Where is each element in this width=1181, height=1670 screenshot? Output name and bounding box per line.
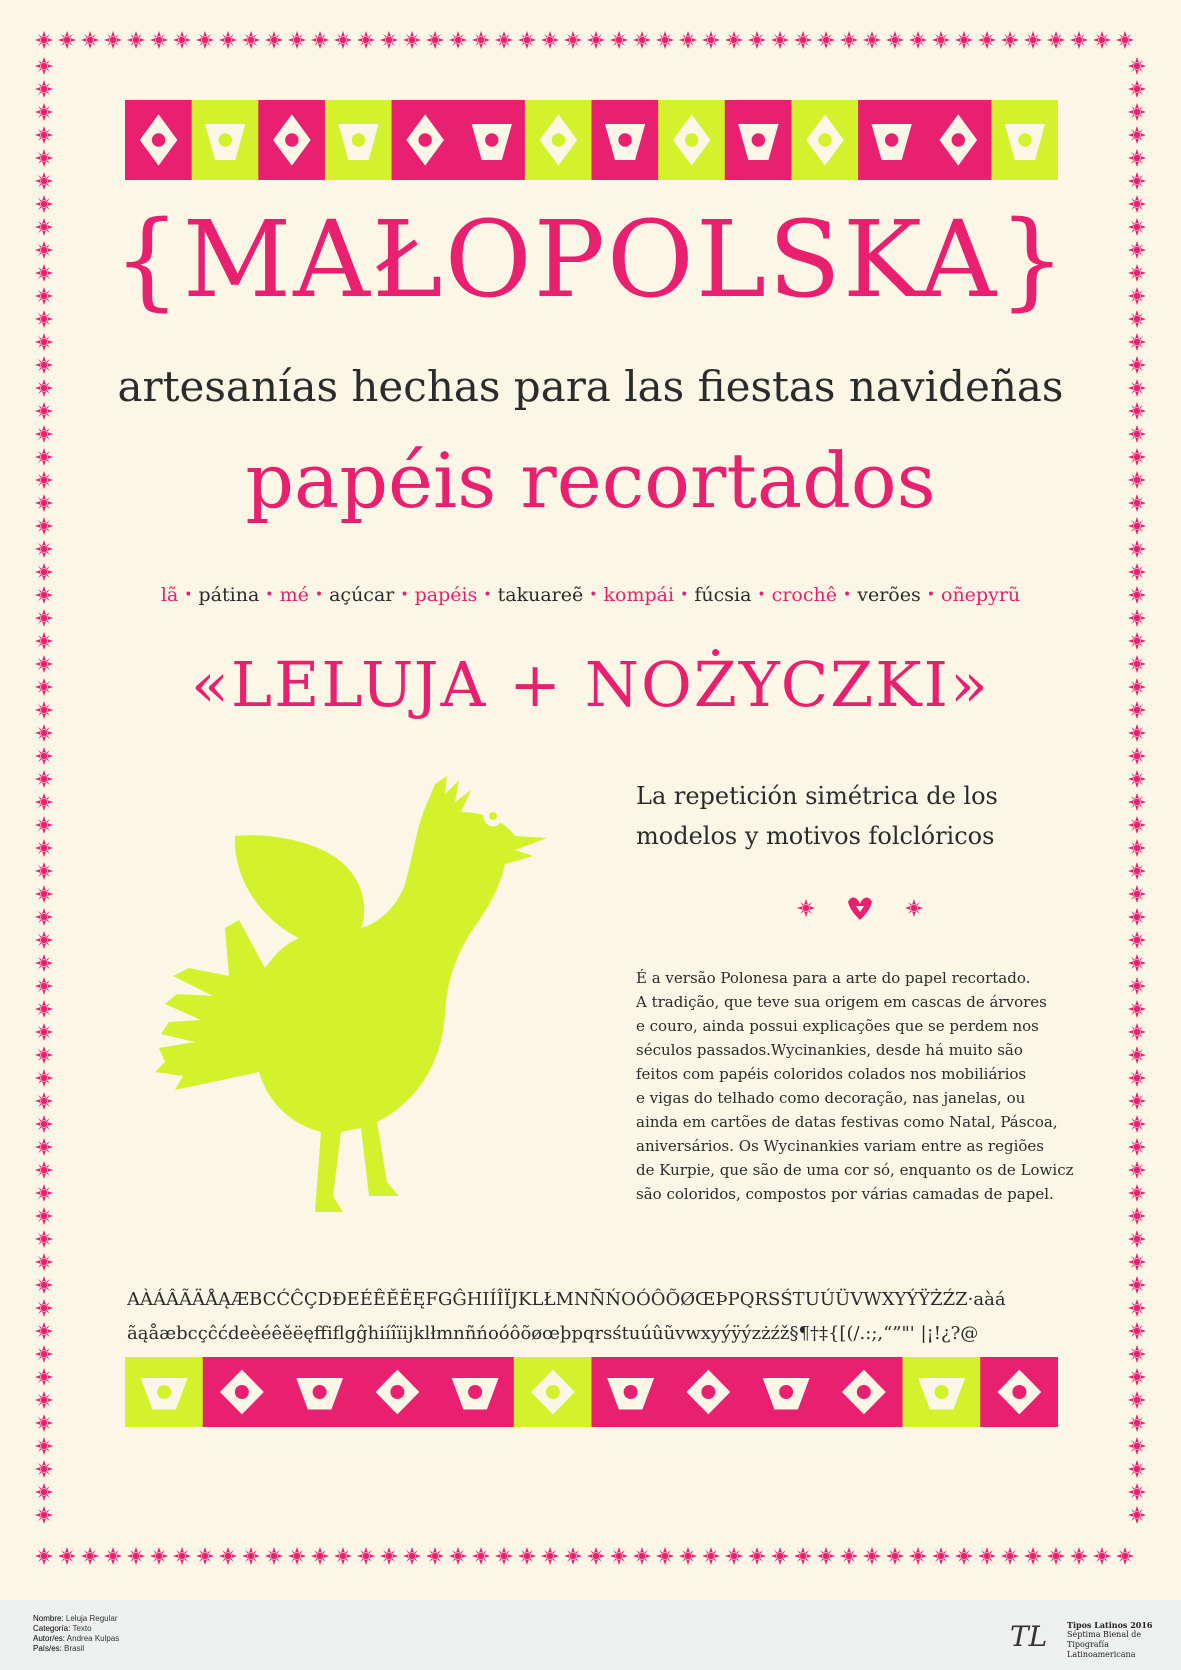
border-flower [35, 747, 53, 765]
border-flower [127, 1547, 145, 1565]
sample-words [0, 584, 1181, 606]
border-flower [81, 1547, 99, 1565]
border-flower [35, 1184, 53, 1202]
border-flower [564, 31, 582, 49]
paper-cut-tile [991, 100, 1058, 180]
sample-word: kompái [603, 584, 675, 606]
border-flower [449, 1547, 467, 1565]
border-flower [35, 1230, 53, 1248]
border-flower [748, 1547, 766, 1565]
border-flower [1128, 1506, 1146, 1524]
border-flower [1128, 333, 1146, 351]
border-flower [35, 333, 53, 351]
paper-cut-tile [592, 100, 659, 180]
word-separator: • [483, 587, 492, 603]
border-flower [58, 31, 76, 49]
bottom-ornament-band [125, 1352, 1058, 1432]
paper-cut-tile [825, 1357, 903, 1427]
sample-word: mé [279, 584, 309, 606]
border-flower [35, 1299, 53, 1317]
border-flower [978, 1547, 996, 1565]
word-separator: • [314, 587, 324, 603]
word-separator: • [842, 587, 852, 603]
border-flower [219, 1547, 237, 1565]
border-flower [1093, 31, 1111, 49]
border-flower [58, 1547, 76, 1565]
paper-cut-tile [125, 100, 192, 180]
border-flower [35, 80, 53, 98]
border-flower [518, 31, 536, 49]
word-separator: • [757, 587, 766, 603]
description-line: e couro, ainda possui explicações que se perdem nos [636, 1017, 1039, 1035]
metadata-value: Texto [72, 1624, 92, 1633]
footer-bar [0, 1600, 1181, 1670]
border-flower [35, 149, 53, 167]
border-flower [242, 1547, 260, 1565]
border-flower [35, 1437, 53, 1455]
border-flower [932, 1547, 950, 1565]
border-flower [495, 1547, 513, 1565]
border-flower [1128, 1253, 1146, 1271]
paper-cut-tile [514, 1357, 592, 1427]
paper-cut-tile [925, 100, 992, 180]
border-flower [1128, 770, 1146, 788]
event-title: Tipos Latinos 2016 [1067, 1620, 1153, 1630]
description-line: e vigas do telhado como decoração, nas janelas, ou [636, 1089, 1026, 1107]
paper-cut-tile [125, 1357, 203, 1427]
border-flower [587, 31, 605, 49]
sample-word: fúcsia [694, 584, 752, 606]
border-flower [1128, 1391, 1146, 1409]
paper-cut-tile [203, 1357, 281, 1427]
border-flower [35, 1483, 53, 1501]
border-flower [35, 103, 53, 121]
border-flower [35, 1115, 53, 1133]
border-flower [1128, 931, 1146, 949]
bird-illustration [155, 772, 595, 1212]
paper-cut-tile [747, 1357, 825, 1427]
border-flower [955, 31, 973, 49]
border-flower [1001, 1547, 1019, 1565]
sample-word: takuareẽ [497, 584, 584, 606]
border-flower [1128, 1161, 1146, 1179]
paper-cut-tile [192, 100, 259, 180]
border-flower [1128, 1138, 1146, 1156]
border-flower [35, 1345, 53, 1363]
border-flower [1128, 1207, 1146, 1225]
border-flower [35, 1069, 53, 1087]
border-flower [242, 31, 260, 49]
paper-cut-tile [281, 1357, 359, 1427]
border-flower [472, 31, 490, 49]
event-line: Séptima Bienal de Tipografía [1067, 1630, 1142, 1649]
border-flower [1128, 1345, 1146, 1363]
paper-cut-tile [725, 100, 792, 180]
border-flower [1128, 1414, 1146, 1432]
metadata-value: Brasil [64, 1644, 85, 1653]
border-flower [35, 172, 53, 190]
paper-cut-tile [392, 100, 459, 180]
poster-headline: papéis recortados [245, 436, 936, 525]
border-flower [357, 31, 375, 49]
border-flower [1128, 1115, 1146, 1133]
border-flower [35, 1253, 53, 1271]
border-flower [35, 126, 53, 144]
border-flower [81, 31, 99, 49]
border-flower [403, 31, 421, 49]
paper-cut-tile [325, 100, 392, 180]
border-flower [633, 31, 651, 49]
border-flower [1128, 1483, 1146, 1501]
border-flower [1128, 1184, 1146, 1202]
border-flower [1128, 1460, 1146, 1478]
border-flower [1128, 57, 1146, 75]
sample-word: verões [857, 584, 921, 606]
border-flower [886, 1547, 904, 1565]
description-line: séculos passados.Wycinankies, desde há muito são [636, 1041, 1023, 1059]
border-flower [725, 1547, 743, 1565]
metadata-row [33, 1634, 119, 1644]
border-flower [610, 1547, 628, 1565]
border-flower [518, 1547, 536, 1565]
border-flower [1128, 609, 1146, 627]
border-flower [35, 1092, 53, 1110]
border-flower [1128, 563, 1146, 581]
border-flower [863, 31, 881, 49]
sample-word: papéis [414, 584, 478, 606]
border-flower [1116, 31, 1134, 49]
border-flower [725, 31, 743, 49]
border-flower [1128, 839, 1146, 857]
border-flower [265, 1547, 283, 1565]
border-flower [1128, 1069, 1146, 1087]
border-flower [1070, 1547, 1088, 1565]
border-flower [1128, 540, 1146, 558]
border-flower [541, 31, 559, 49]
border-flower [35, 1207, 53, 1225]
description-line: são coloridos, compostos por várias camadas de papel. [636, 1185, 1054, 1203]
border-flower [35, 977, 53, 995]
border-flower [909, 1547, 927, 1565]
border-flower [1128, 862, 1146, 880]
tipos-latinos-logo: TL [1010, 1620, 1048, 1653]
border-flower [35, 1276, 53, 1294]
paper-cut-tile [791, 100, 858, 180]
border-flower [1128, 908, 1146, 926]
border-flower [426, 31, 444, 49]
border-flower [840, 1547, 858, 1565]
border-flower [748, 31, 766, 49]
metadata-row [33, 1614, 119, 1624]
border-flower [1093, 1547, 1111, 1565]
border-flower [150, 31, 168, 49]
border-flower [1128, 1046, 1146, 1064]
font-name-banner: «LELUJA + NOŻYCZKI» [191, 648, 990, 721]
border-flower [1128, 816, 1146, 834]
border-flower [1047, 31, 1065, 49]
word-separator: • [400, 587, 409, 603]
description-line: feitos com papéis coloridos colados nos mobiliários [636, 1065, 1027, 1083]
border-flower [35, 816, 53, 834]
border-flower [1128, 103, 1146, 121]
border-flower [35, 885, 53, 903]
sample-word: pátina [198, 584, 260, 606]
border-flower [35, 57, 53, 75]
paper-cut-tile [669, 1357, 747, 1427]
border-flower [311, 31, 329, 49]
border-flower [334, 31, 352, 49]
paper-cut-tile [980, 1357, 1058, 1427]
border-flower [1070, 31, 1088, 49]
border-flower [311, 1547, 329, 1565]
paper-cut-tile [525, 100, 592, 180]
border-flower [817, 1547, 835, 1565]
word-separator: • [589, 587, 598, 603]
border-flower [334, 1547, 352, 1565]
border-flower [1128, 747, 1146, 765]
border-flower [35, 1161, 53, 1179]
border-flower [817, 31, 835, 49]
border-flower [587, 1547, 605, 1565]
border-flower [35, 1322, 53, 1340]
border-flower [35, 908, 53, 926]
border-flower [35, 770, 53, 788]
border-flower [35, 1138, 53, 1156]
border-flower [35, 1460, 53, 1478]
border-flower [380, 31, 398, 49]
metadata-label: Nombre: [33, 1614, 66, 1623]
metadata-value: Leluja Regular [65, 1614, 118, 1623]
border-flower [633, 1547, 651, 1565]
metadata-label: Autor/es: [33, 1634, 67, 1643]
border-flower [35, 1023, 53, 1041]
border-flower [173, 1547, 191, 1565]
border-flower [1116, 1547, 1134, 1565]
border-flower [656, 1547, 674, 1565]
metadata-label: Categoría: [33, 1624, 73, 1633]
description-line: ainda em cartões de datas festivas como Natal, Páscoa, [636, 1113, 1058, 1131]
paper-cut-tile [258, 100, 325, 180]
border-flower [679, 1547, 697, 1565]
border-flower [35, 1414, 53, 1432]
border-flower [150, 1547, 168, 1565]
border-flower [127, 31, 145, 49]
border-flower [840, 31, 858, 49]
border-flower [1128, 172, 1146, 190]
border-flower [35, 862, 53, 880]
border-flower [564, 1547, 582, 1565]
border-flower [35, 1046, 53, 1064]
word-separator: • [680, 587, 689, 603]
poster-subtitle: artesanías hechas para las fiestas navideñas [117, 362, 1064, 411]
border-flower [357, 1547, 375, 1565]
description-line: É a versão Polonesa para a arte do papel recortado. [636, 969, 1031, 987]
border-flower [679, 31, 697, 49]
border-flower [932, 31, 950, 49]
border-flower [288, 31, 306, 49]
border-flower [955, 1547, 973, 1565]
border-flower [1128, 793, 1146, 811]
border-flower [1001, 31, 1019, 49]
metadata-value: Andrea Kulpas [66, 1634, 120, 1643]
border-flower [1128, 1299, 1146, 1317]
border-flower [656, 31, 674, 49]
paper-cut-tile [903, 1357, 981, 1427]
border-flower [219, 31, 237, 49]
description-line: aniversários. Os Wycinankies variam entre as regiões [636, 1137, 1044, 1155]
paper-cut-tile [358, 1357, 436, 1427]
border-flower [196, 31, 214, 49]
border-flower [702, 1547, 720, 1565]
border-flower [35, 540, 53, 558]
border-flower [610, 31, 628, 49]
border-flower [794, 1547, 812, 1565]
border-flower [173, 31, 191, 49]
sample-word: lã [160, 584, 179, 606]
border-flower [196, 1547, 214, 1565]
border-flower [35, 954, 53, 972]
top-ornament-band [125, 100, 1058, 180]
border-flower [35, 31, 53, 49]
border-flower [1128, 885, 1146, 903]
border-flower [1128, 1368, 1146, 1386]
charset-line: ãąåæbcçĉćdeèéêěëęffiflgĝhiíîïijklłmnñńoóôõøœþpqrsśtuúûũvwxyýÿýzżźž§¶†‡{[(/.:;,“”"' |¡!¿?@ [127, 1323, 979, 1344]
border-flower [380, 1547, 398, 1565]
description-line: de Kurpie, que são de uma cor só, enquanto os de Lowicz [636, 1161, 1074, 1179]
border-flower [886, 31, 904, 49]
border-flower [35, 1506, 53, 1524]
border-flower [472, 1547, 490, 1565]
border-flower [1128, 954, 1146, 972]
border-flower [1128, 1322, 1146, 1340]
border-flower [1128, 1000, 1146, 1018]
border-flower [1128, 1276, 1146, 1294]
border-flower [541, 1547, 559, 1565]
poster-title: {MAŁOPOLSKA} [113, 198, 1068, 321]
border-flower [265, 31, 283, 49]
border-flower [104, 1547, 122, 1565]
border-flower [1128, 126, 1146, 144]
border-flower [35, 1391, 53, 1409]
border-flower [35, 563, 53, 581]
charset-line: AÀÁÂÃÄÅĄÆBCĆĈÇDĐEÉÊĚËĘFGĜHIÍÎÏJKLŁMNÑŃOÓÔÕØŒÞPQRSŚTUÚÜVWXYÝŸŻŹZ·aàá [127, 1289, 1006, 1310]
border-flower [1128, 724, 1146, 742]
metadata-row [33, 1644, 119, 1654]
border-flower [1024, 1547, 1042, 1565]
description-text [636, 966, 1076, 1206]
border-flower [35, 724, 53, 742]
border-flower [35, 793, 53, 811]
border-flower [863, 1547, 881, 1565]
floral-ornament-icon [790, 888, 930, 928]
paper-cut-tile [436, 1357, 514, 1427]
border-flower [288, 1547, 306, 1565]
paper-cut-tile [658, 100, 725, 180]
border-flower [426, 1547, 444, 1565]
border-flower [1128, 1092, 1146, 1110]
border-flower [794, 31, 812, 49]
event-line: Latinoamericana [1067, 1650, 1136, 1659]
paper-cut-tile [592, 1357, 670, 1427]
border-flower [1128, 1437, 1146, 1455]
border-flower [702, 31, 720, 49]
border-flower [35, 839, 53, 857]
metadata-row [33, 1624, 119, 1634]
border-flower [449, 31, 467, 49]
border-flower [495, 31, 513, 49]
quote-line: modelos y motivos folclóricos [636, 822, 995, 850]
event-credit [1067, 1620, 1181, 1660]
word-separator: • [265, 587, 274, 603]
word-separator: • [926, 587, 935, 603]
border-flower [35, 1000, 53, 1018]
border-flower [771, 31, 789, 49]
border-flower [1128, 1230, 1146, 1248]
border-flower [35, 931, 53, 949]
border-flower [1128, 80, 1146, 98]
sample-word: crochê [771, 584, 837, 606]
border-flower [1047, 1547, 1065, 1565]
border-flower [1128, 1023, 1146, 1041]
quote-line: La repetición simétrica de los [636, 782, 998, 810]
border-flower [978, 31, 996, 49]
border-flower [1128, 977, 1146, 995]
border-flower [35, 1547, 53, 1565]
border-flower [909, 31, 927, 49]
paper-cut-tile [858, 100, 925, 180]
border-flower [403, 1547, 421, 1565]
border-flower [35, 609, 53, 627]
border-flower [1128, 149, 1146, 167]
paper-cut-tile [458, 100, 525, 180]
border-flower [104, 31, 122, 49]
border-flower [1024, 31, 1042, 49]
description-line: A tradição, que teve sua origem em cascas de árvores [636, 993, 1047, 1011]
quote-text [636, 776, 1076, 856]
border-flower [771, 1547, 789, 1565]
sample-word: açúcar [329, 584, 395, 606]
font-metadata [33, 1614, 119, 1654]
word-separator: • [184, 587, 193, 603]
metadata-label: País/es: [33, 1644, 65, 1653]
border-flower [35, 1368, 53, 1386]
sample-word: oñepyrũ [941, 584, 1021, 606]
